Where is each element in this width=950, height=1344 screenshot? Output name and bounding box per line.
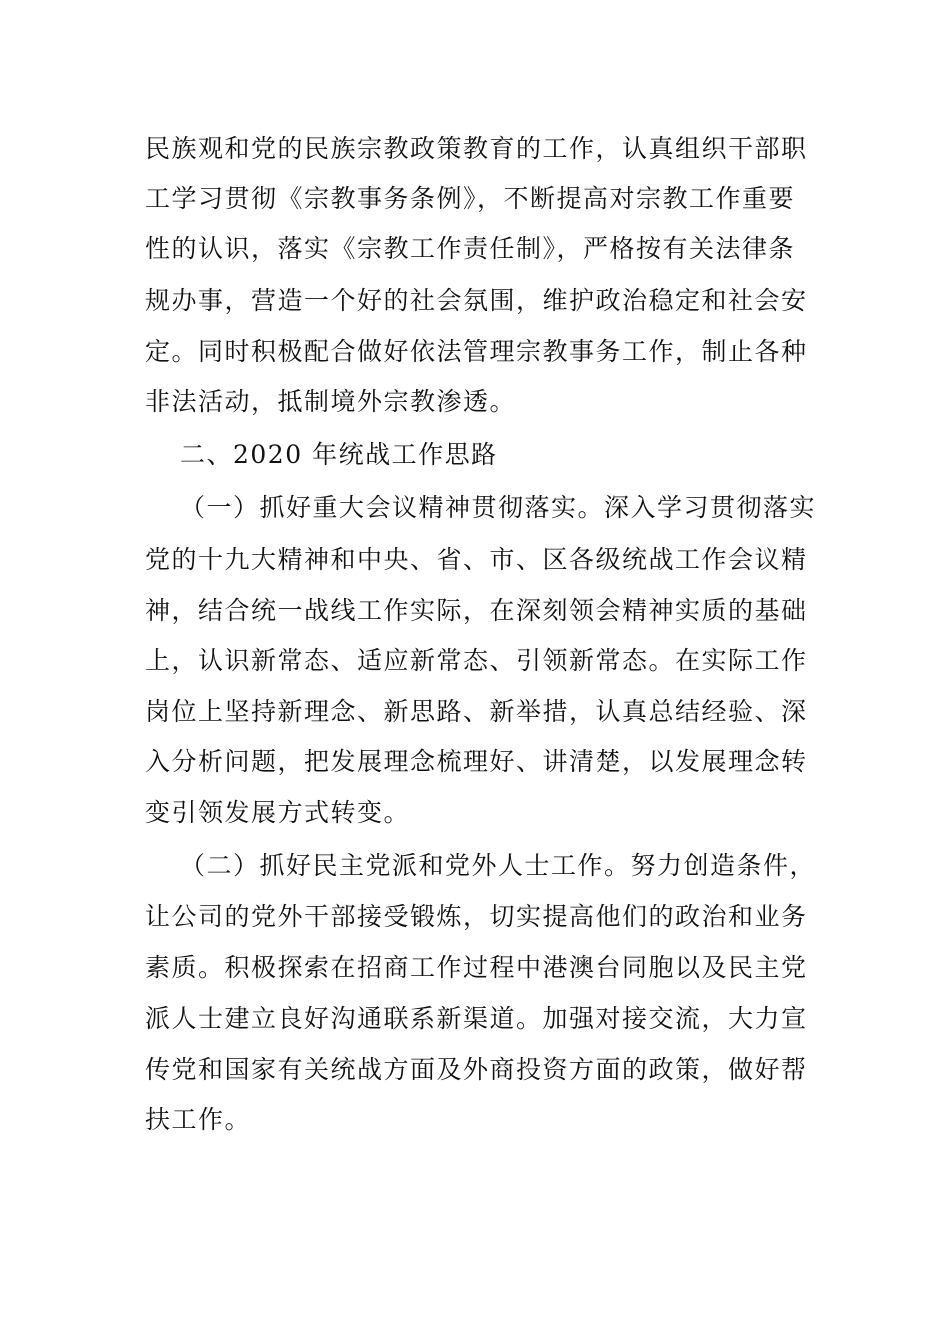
text-line: 让公司的党外干部接受锻炼，切实提高他们的政治和业务 — [145, 902, 808, 931]
text-line: 入分析问题，把发展理念梳理好、讲清楚，以发展理念转 — [145, 747, 808, 776]
text-line: 非法活动，抵制境外宗教渗透。 — [145, 387, 517, 416]
text-line: 工学习贯彻《宗教事务条例》，不断提高对宗教工作重要 — [145, 184, 796, 213]
paragraph-start-line: （二）抓好民主党派和党外人士工作。努力创造条件， — [180, 851, 817, 880]
text-line: 性的认识，落实《宗教工作责任制》，严格按有关法律条 — [145, 234, 796, 263]
text-line: 素质。积极探索在招商工作过程中港澳台同胞以及民主党 — [145, 953, 808, 982]
text-line: 变引领发展方式转变。 — [145, 798, 411, 827]
text-line: 党的十九大精神和中央、省、市、区各级统战工作会议精 — [145, 545, 808, 574]
text-line: 扶工作。 — [145, 1105, 252, 1134]
text-line: 上，认识新常态、适应新常态、引领新常态。在实际工作 — [145, 646, 808, 675]
text-line: 定。同时积极配合做好依法管理宗教事务工作，制止各种 — [145, 337, 808, 366]
text-line: 派人士建立良好沟通联系新渠道。加强对接交流，大力宣 — [145, 1004, 808, 1033]
text-line: 规办事，营造一个好的社会氛围，维护政治稳定和社会安 — [145, 286, 808, 315]
section-heading: 二、2020 年统战工作思路 — [180, 440, 498, 469]
text-line: 民族观和党的民族宗教政策教育的工作，认真组织干部职 — [145, 134, 808, 163]
paragraph-start-line: （一）抓好重大会议精神贯彻落实。深入学习贯彻落实 — [180, 493, 817, 522]
text-line: 岗位上坚持新理念、新思路、新举措，认真总结经验、深 — [145, 697, 808, 726]
text-line: 传党和国家有关统战方面及外商投资方面的政策，做好帮 — [145, 1055, 808, 1084]
text-line: 神，结合统一战线工作实际，在深刻领会精神实质的基础 — [145, 596, 808, 625]
